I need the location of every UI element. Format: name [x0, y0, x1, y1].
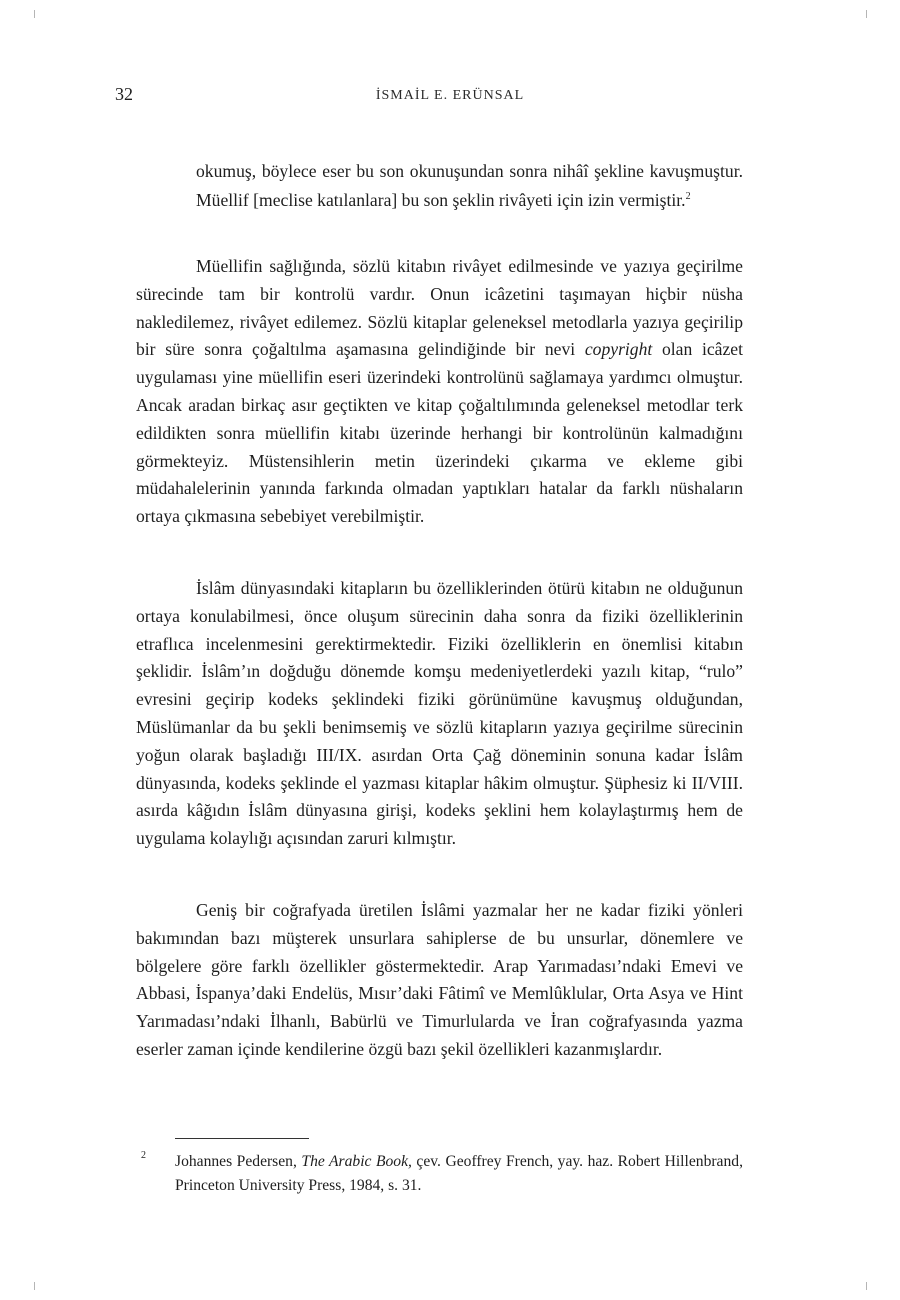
footnote-divider	[175, 1138, 309, 1139]
crop-mark	[34, 10, 35, 18]
running-head: İSMAİL E. ERÜNSAL	[375, 88, 525, 103]
footnote-book-title: The Arabic Book,	[301, 1153, 412, 1170]
paragraph-1-text-a: Müellifin sağlığında, sözlü kitabın rivâyet edilmesinde ve yazıya geçirilme sürecinde tam bir kontrolü vardır. Onun icâzetini taşımayan hiçbir nüsha nakledilemez, rivâyet edilemez. Sözlü kitaplar geleneksel metodlarla yazıya geçirilip bir süre sonra çoğaltılma aşamasına gelindiğinde bir nevi	[136, 256, 743, 360]
footnote-details: çev. Geoffrey French, yay. haz. Robert Hillenbrand, Princeton University Press, 1984, s. 31.	[175, 1153, 743, 1194]
footnote-ref[interactable]: 2	[685, 190, 691, 202]
crop-mark	[866, 10, 867, 18]
paragraph-1	[136, 253, 743, 531]
footnote-text	[175, 1150, 743, 1198]
block-quote	[196, 157, 743, 214]
crop-mark	[866, 1282, 867, 1290]
crop-mark	[34, 1282, 35, 1290]
paragraph-3: Geniş bir coğrafyada üretilen İslâmi yazmalar her ne kadar fiziki yönleri bakımından bazı müşterek unsurlara sahiplerse de bu unsurlar, dönemlere ve bölgelere göre farklı özellikler göstermektedir. Arap Yarımadası’ndaki Emevi ve Abbasi, İspanya’daki Endelüs, Mısır’daki Fâtimî ve Memlûklular, Orta Asya ve Hint Yarımadası’ndaki İlhanlı, Babürlü ve Timurlularda ve İran coğrafyasında yazma eserler zaman içinde kendilerine özgü bazı şekil özellikleri kazanmışlardır.	[136, 900, 743, 1059]
footnote-number: 2	[141, 1150, 146, 1161]
paragraph-1-italic-term: copyright	[584, 339, 653, 360]
paragraph-2: İslâm dünyasındaki kitapların bu özelliklerinden ötürü kitabın ne olduğunun ortaya konulabilmesi, önce oluşum sürecinin daha sonra da fiziki özelliklerinin etraflıca incelenmesini gerektirmektedir. Fiziki özelliklerin en önemlisi kitabın şeklidir. İslâm’ın doğduğu dönemde komşu medeniyetlerdeki yazılı kitap, “rulo” evresini geçirip kodeks şeklindeki fiziki görünümüne kavuşmuş olduğundan, Müslümanlar da bu şekli benimsemiş ve sözlü kitapların yazıya geçirilme sürecinin yoğun olarak başladığı III/IX. asırdan Orta Çağ döneminin sonuna kadar İslâm dünyasında, kodeks şeklinde el yazması kitaplar hâkim olmuştur. Şüphesiz ki II/VIII. asırda kâğıdın İslâm dünyasına girişi, kodeks şeklini hem kolaylaştırmış hem de uygulama kolaylığı açısından zaruri kılmıştır.	[136, 578, 743, 849]
page-number: 32	[115, 84, 133, 104]
paragraph-1-text-b: olan icâzet uygulaması yine müellifin eseri üzerindeki kontrolünü sağlamaya yardımcı olmuştur. Ancak aradan birkaç asır geçtikten ve kitap çoğaltılımında geleneksel metodlar terk edildikten sonra müellifin kitabı üzerinde herhangi bir kontrolünün kalmadığını görmekteyiz. Müstensihlerin metin üzerindeki çıkarma ve ekleme gibi müdahalelerinin yanında farkında olmadan yaptıkları hatalar da farklı nüshaların ortaya çıkmasına sebebiyet verebilmiştir.	[136, 339, 743, 527]
footnote-author: Johannes Pedersen,	[175, 1153, 297, 1170]
block-quote-text: okumuş, böylece eser bu son okunuşundan sonra nihâî şekline kavuşmuştur. Müellif [meclise katılanlara] bu son şeklin rivâyeti için izin vermiştir.	[196, 161, 743, 210]
